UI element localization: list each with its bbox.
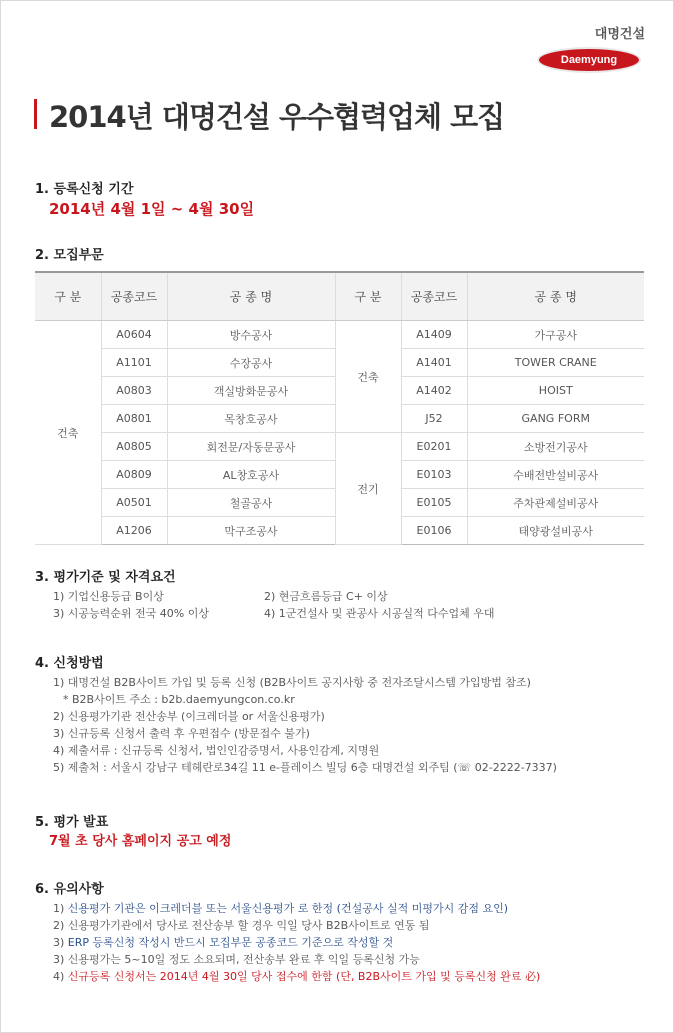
criteria-item: 3) 시공능력순위 전국 40% 이상 (53, 607, 209, 620)
trade-name: 수장공사 (167, 349, 335, 377)
section-3-heading: 3. 평가기준 및 자격요건 (35, 570, 176, 585)
trade-name: 방수공사 (167, 321, 335, 349)
trade-name: 가구공사 (467, 321, 644, 349)
trade-name: 목창호공사 (167, 405, 335, 433)
trade-code: A0803 (101, 377, 167, 405)
trade-code: A1206 (101, 517, 167, 545)
trade-name: 태양광설비공사 (467, 517, 644, 545)
column-header: 구 분 (35, 272, 101, 321)
trade-code: A0801 (101, 405, 167, 433)
step-line: 3) 신규등록 신청서 출력 후 우편접수 (방문접수 불가) (53, 727, 310, 740)
trade-code: A0809 (101, 461, 167, 489)
criteria-item: 2) 현금흐름등급 C+ 이상 (264, 590, 388, 603)
section-4-heading: 4. 신청방법 (35, 656, 104, 671)
trade-name: AL창호공사 (167, 461, 335, 489)
trade-code: A1402 (401, 377, 467, 405)
column-header: 공종코드 (101, 272, 167, 321)
table-row (35, 433, 644, 461)
note-line: 3) ERP 등록신청 작성시 반드시 모집부문 공종코드 기준으로 작성할 것 (53, 936, 394, 949)
recruitment-table (35, 271, 644, 545)
trade-code: J52 (401, 405, 467, 433)
criteria-list (53, 588, 613, 624)
category-cell: 전기 (335, 433, 401, 545)
section-1-heading: 1. 등록신청 기간 (35, 182, 134, 197)
trade-name: 회전문/자동문공사 (167, 433, 335, 461)
application-steps (53, 674, 557, 776)
note-line: 1) 신용평가 기관은 이크레더블 또는 서울신용평가 로 한정 (건설공사 실적 미평가시 감점 요인) (53, 902, 509, 915)
trade-code: A1101 (101, 349, 167, 377)
note-line: 3) 신용평가는 5~10일 정도 소요되며, 전산송부 완료 후 익일 등록신청 가능 (53, 953, 420, 966)
notes-list (53, 900, 540, 985)
step-line: * B2B사이트 주소 : b2b.daemyungcon.co.kr (63, 693, 295, 706)
criteria-item: 1) 기업신용등급 B이상 (53, 590, 164, 603)
column-header: 공종코드 (401, 272, 467, 321)
trade-code: A0501 (101, 489, 167, 517)
brand-text: 대명건설 (594, 27, 645, 42)
trade-name: 객실방화문공사 (167, 377, 335, 405)
trade-code: A1409 (401, 321, 467, 349)
trade-name: GANG FORM (467, 405, 644, 433)
note-line: 2) 신용평가기관에서 당사로 전산송부 할 경우 익일 당사 B2B사이트로 연동 됨 (53, 919, 430, 932)
trade-name: 철골공사 (167, 489, 335, 517)
note-line: 4) 신규등록 신청서는 2014년 4월 30일 당사 접수에 한함 (단, B2B사이트 가입 및 등록신청 완료 必) (53, 970, 541, 983)
announcement-text: 7월 초 당사 홈페이지 공고 예정 (49, 834, 232, 849)
table-header-row (35, 272, 644, 321)
trade-code: A0805 (101, 433, 167, 461)
criteria-item: 4) 1군건설사 및 관공사 시공실적 다수업체 우대 (264, 607, 495, 620)
section-5-heading: 5. 평가 발표 (35, 815, 109, 830)
note-highlight: 신규등록 신청서는 2014년 4월 30일 당사 접수에 한함 (단, B2B사이트 가입 및 등록신청 완료 必) (67, 970, 541, 983)
title-accent-bar (34, 99, 37, 129)
trade-name: 수배전반설비공사 (467, 461, 644, 489)
section-6-heading: 6. 유의사항 (35, 882, 104, 897)
trade-code: A1401 (401, 349, 467, 377)
column-header: 공 종 명 (167, 272, 335, 321)
trade-name: 소방전기공사 (467, 433, 644, 461)
column-header: 구 분 (335, 272, 401, 321)
trade-code: E0201 (401, 433, 467, 461)
trade-code: E0103 (401, 461, 467, 489)
section-2-heading: 2. 모집부문 (35, 248, 104, 263)
table-row (35, 321, 644, 349)
page-title: 2014년 대명건설 우수협력업체 모집 (49, 100, 505, 134)
category-cell: 건축 (335, 321, 401, 433)
trade-code: A0604 (101, 321, 167, 349)
daemyung-logo: Daemyung (537, 47, 641, 73)
category-cell: 건축 (35, 321, 101, 545)
column-header: 공 종 명 (467, 272, 644, 321)
step-line: 1) 대명건설 B2B사이트 가입 및 등록 신청 (B2B사이트 공지사항 중 전자조달시스템 가입방법 참조) (53, 676, 531, 689)
trade-name: 주차관제설비공사 (467, 489, 644, 517)
step-line: 2) 신용평가기관 전산송부 (이크레더블 or 서울신용평가) (53, 710, 325, 723)
trade-name: TOWER CRANE (467, 349, 644, 377)
step-line: 4) 제출서류 : 신규등록 신청서, 법인인감증명서, 사용인감계, 지명원 (53, 744, 380, 757)
trade-code: E0105 (401, 489, 467, 517)
trade-name: HOIST (467, 377, 644, 405)
trade-code: E0106 (401, 517, 467, 545)
note-highlight: 신용평가 기관은 이크레더블 또는 서울신용평가 로 한정 (건설공사 실적 미평가시 감점 요인) (67, 902, 509, 915)
step-line: 5) 제출처 : 서울시 강남구 테헤란로34길 11 e-플레이스 빌딩 6층 대명건설 외주팀 (☏ 02-2222-7337) (53, 761, 557, 774)
note-highlight: ERP 등록신청 작성시 반드시 모집부문 공종코드 기준으로 작성할 것 (67, 936, 394, 949)
registration-period: 2014년 4월 1일 ~ 4월 30일 (49, 200, 255, 218)
trade-name: 막구조공사 (167, 517, 335, 545)
